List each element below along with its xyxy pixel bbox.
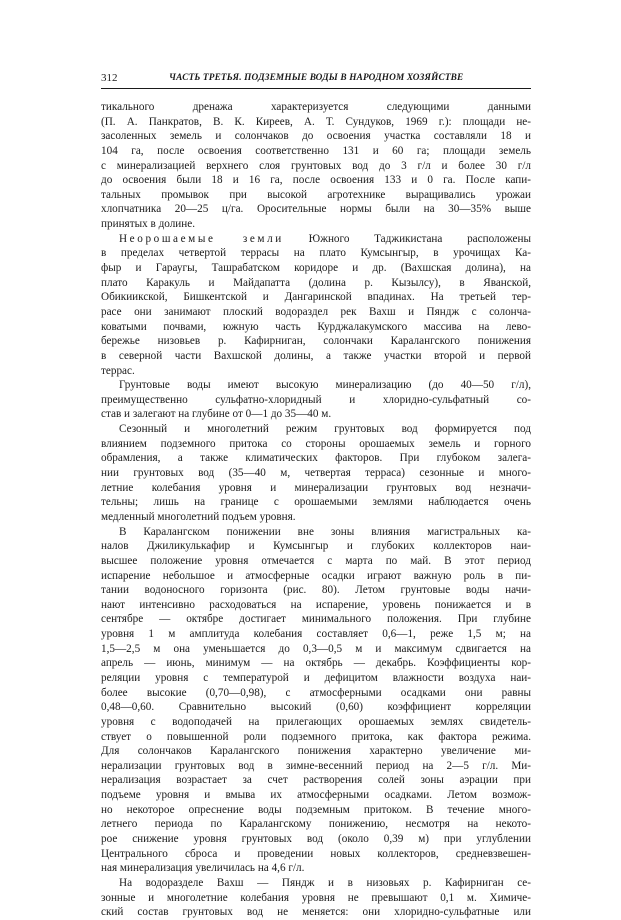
text-line: хлопчатника 20—25 ц/га. Оросительные нормы были на 30—35% выше xyxy=(101,203,531,216)
text-line: высшее положение уровня отмечается с марта по май. В этот период xyxy=(101,554,531,567)
text-line: апрель — июнь, минимум — на октябрь — декабрь. Коэффициенты кор- xyxy=(101,657,531,670)
text-line: зонные и многолетние колебания уровня не превышают 0,1 м. Химиче- xyxy=(101,891,531,904)
text-line: ский состав грунтовых вод не меняется: они хлоридно-сульфатные или xyxy=(101,906,531,919)
text-line: принятых в долине. xyxy=(101,218,196,231)
text-line: более высокие (0,70—0,98), с атмосферными осадками они равны xyxy=(101,686,531,699)
text-line: уровня 1 м амплитуда колебания составляет 0,6—1, реже 1,5 м; на xyxy=(101,628,531,641)
text-line: Грунтовые воды имеют высокую минерализацию (до 40—50 г/л), xyxy=(119,379,531,392)
text-line-rest: Южного Таджикистана расположены xyxy=(283,232,531,245)
text-line: преимущественно сульфатно-хлоридный и хлоридно-сульфатный со- xyxy=(101,393,531,406)
text-line: став и залегают на глубине от 0—1 до 35—40 м. xyxy=(101,408,332,421)
text-line: нии грунтовых вод (35—40 м, четвертая терраса) сезонные и много- xyxy=(101,467,531,480)
text-line: тикального дренажа характеризуется следующими данными xyxy=(101,101,531,113)
text-line: расе они занимают плоский водораздел рек Вахш и Пяндж с солонча- xyxy=(101,305,531,318)
text-line: фыр и Гараугы, Ташрабатском коридоре и др. (Вахшская долина), на xyxy=(101,262,531,275)
text-line: Обикиикской, Бишкентской и Дангаринской впадинах. На третьей тер- xyxy=(101,291,531,304)
text-line: влиянием подземного притока со стороны орошаемых земель и горного xyxy=(101,437,531,450)
text-line: нерализации грунтовых вод в зимне-весенний период на 2—5 г/л. Ми- xyxy=(101,759,531,772)
page-number: 312 xyxy=(101,72,118,84)
text-line: На водоразделе Вахш — Пяндж и в низовьях р. Кафирниган се- xyxy=(119,876,531,889)
text-line: коватыми почвами, южную часть Курджалакумского массива на лево- xyxy=(101,320,531,333)
text-line: Для солончаков Каралангского понижения характерно увеличение ми- xyxy=(101,745,531,758)
header-rule xyxy=(101,88,531,89)
text-line: ная минерализация увеличилась на 4,6 г/л. xyxy=(101,862,305,875)
text-line: В Каралангском понижении вне зоны влияния магистральных ка- xyxy=(119,525,531,538)
spaced-term: Неорошаемые земли xyxy=(119,232,284,245)
text-line: 1,5—2,5 м она уменьшается до 0,3—0,5 м и максимум сдвигается на xyxy=(101,642,531,655)
text-line: сентябре — октябре достигает минимального положения. При глубине xyxy=(101,613,531,626)
text-line: 0,48—0,60. Сравнительно высокий (0,60) коэффициент корреляции xyxy=(101,701,531,714)
text-line: в пределах четвертой террасы на плато Кумсынгыр, в урочищах Ка- xyxy=(101,247,531,260)
text-line: обрамления, а также климатических факторов. При глубоком залега- xyxy=(101,452,531,465)
text-line: засоленных земель и солончаков до освоения участка составляли 18 и xyxy=(101,130,531,143)
text-line: подъеме уровня и вмыва их атмосферными осадками. Летом возмож- xyxy=(101,789,531,802)
text-line: тальных промывок при высокой агротехнике выращивались урожаи xyxy=(101,188,531,201)
text-line: летнего периода по Каралангскому понижению, несмотря на некото- xyxy=(101,818,531,831)
text-line: реляции уровня с температурой и дефицитом влажности воздуха наи- xyxy=(101,671,531,684)
text-line: террас. xyxy=(101,364,135,377)
text-line: летние колебания уровня и минерализации грунтовых вод незначи- xyxy=(101,481,531,494)
text-line: (П. А. Панкратов, В. К. Киреев, А. Т. Сундуков, 1969 г.): площади не- xyxy=(101,115,531,128)
text-line: налов Джиликулькафир и Кумсынгыр и глубоких коллекторов наи- xyxy=(101,540,531,553)
text-line: испарение небольшое и атмосферные осадки играют важную роль в пи- xyxy=(101,569,531,582)
text-line: плато Каракуль и Майдапатта (долина р. Кызылсу), в Яванской, xyxy=(101,276,531,289)
text-line: тельны; лишь на границе с орошаемыми землями наблюдается очень xyxy=(101,496,531,509)
text-line: нают интенсивно расходоваться на испарение, уровень понижается и в xyxy=(101,598,531,611)
text-line: тании водоносного горизонта (рис. 80). Летом грунтовые воды начи- xyxy=(101,584,531,597)
text-line: нерализация возрастает за счет растворения солей зоны аэрации при xyxy=(101,774,531,787)
running-head: ЧАСТЬ ТРЕТЬЯ. ПОДЗЕМНЫЕ ВОДЫ В НАРОДНОМ ХОЗЯЙСТВЕ xyxy=(169,73,464,83)
text-line: Центрального сброса и проведении новых коллекторов, средневзвешен- xyxy=(101,847,531,860)
text-line: ствует о повышенной роли подземного притока, как фактора режима. xyxy=(101,730,531,743)
text-line: до освоения были 18 и 16 га, после освоения 133 и 0 га. После капи- xyxy=(101,174,531,187)
body-text xyxy=(101,100,531,920)
text-line: бережье низовьев р. Кафирниган, солончаки Каралангского понижения xyxy=(101,335,531,348)
text-line: уровня с водоподачей на прилегающих орошаемых землях свидетель- xyxy=(101,715,531,728)
text-line: 104 га, после освоения соответственно 131 и 60 га; площади земель xyxy=(101,144,531,157)
text-line: в северной части Вахшской долины, а также участки второй и первой xyxy=(101,349,531,362)
paragraph-lead-line xyxy=(101,232,531,247)
text-line: рое снижение уровня грунтовых вод (около 0,39 м) при углублении xyxy=(101,833,531,846)
text-line: Сезонный и многолетний режим грунтовых вод формируется под xyxy=(119,423,531,436)
text-line: но некоторое опреснение воды подземным притоком. В течение много- xyxy=(101,803,531,816)
text-line: с минерализацией верхнего слоя грунтовых вод до 3 г/л и более 30 г/л xyxy=(101,159,531,172)
page-header xyxy=(101,70,531,86)
text-line: медленный многолетний подъем уровня. xyxy=(101,510,296,523)
